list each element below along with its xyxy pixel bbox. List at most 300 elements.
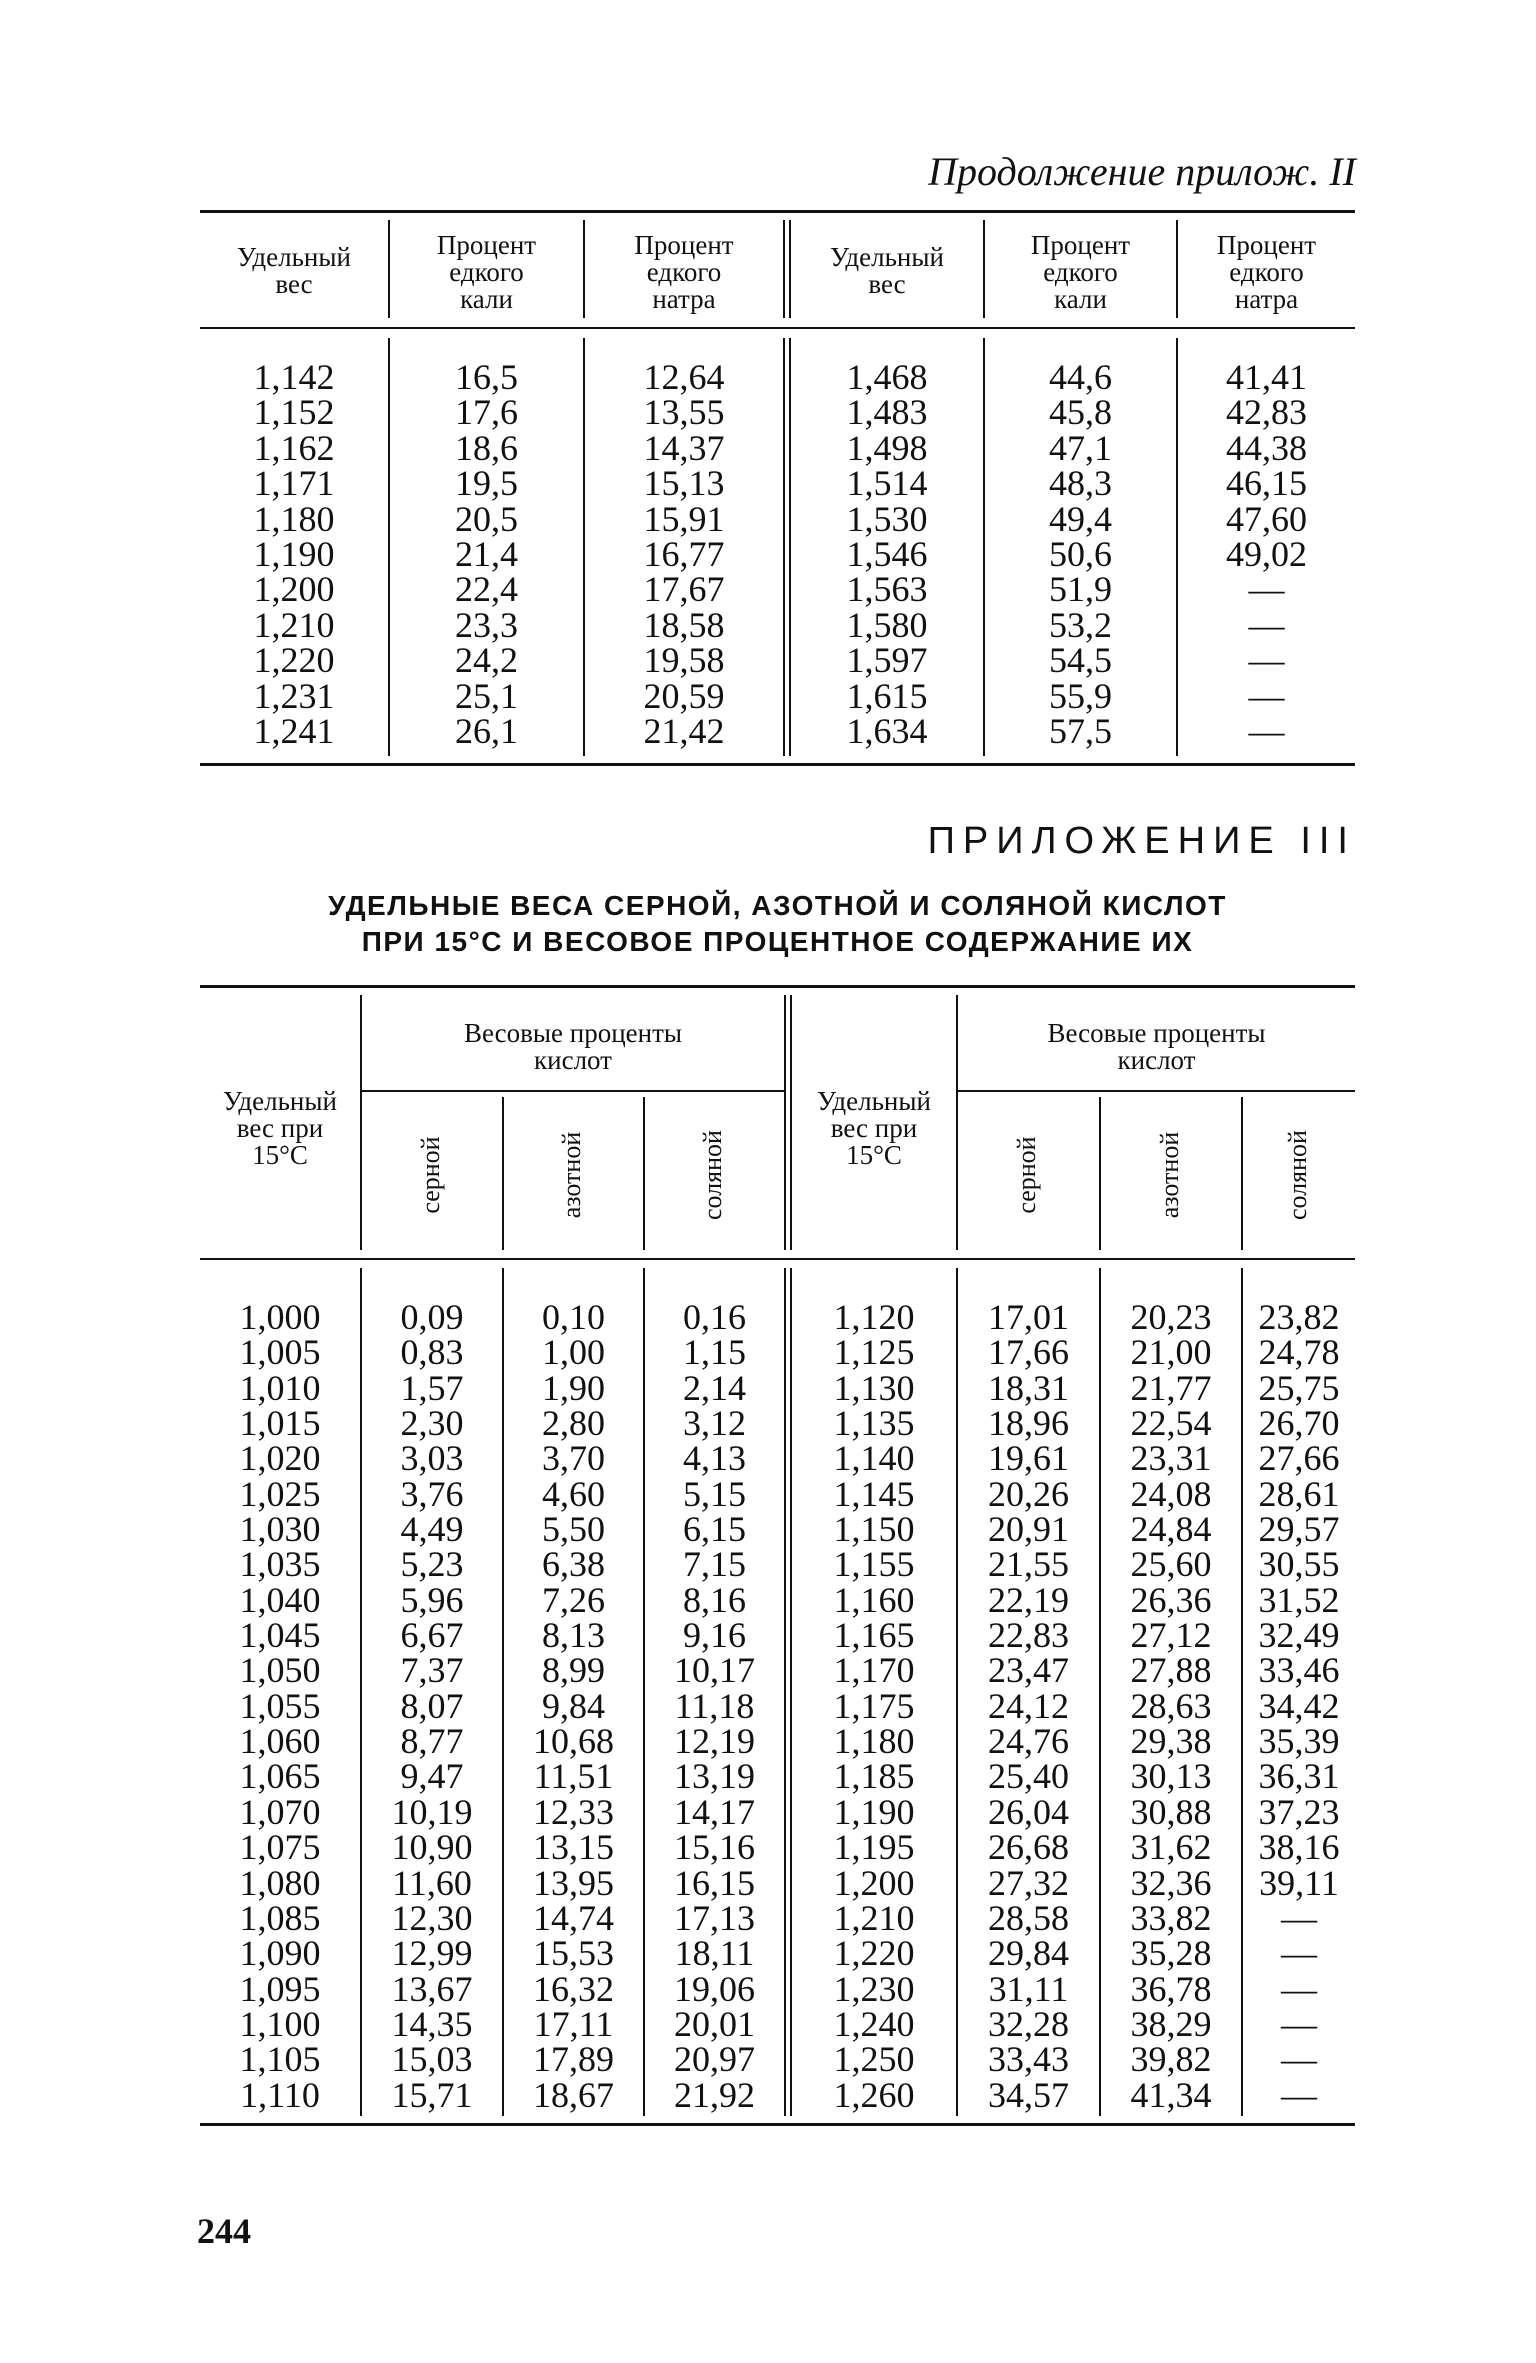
table-cell: 34,57 [988, 2074, 1069, 2115]
table-cell: 15,16 [674, 1827, 755, 1868]
header-specific-gravity: Удельный вес [237, 242, 351, 299]
table-cell: 1,030 [239, 1509, 321, 1550]
table-cell: 1,185 [833, 1756, 915, 1797]
table-cell: 14,37 [643, 427, 725, 468]
table-cell: 17,67 [643, 569, 725, 610]
table-cell: 13,15 [533, 1827, 614, 1868]
table-cell: 55,9 [1049, 675, 1112, 716]
table-cell: 5,15 [683, 1473, 746, 1514]
table-cell: 1,145 [833, 1473, 915, 1514]
column-koh-percent [985, 357, 1176, 752]
column-specific-gravity [792, 1297, 956, 2115]
table-cell: 1,170 [833, 1650, 915, 1691]
table-cell: 22,54 [1130, 1403, 1212, 1444]
table-cell: 16,5 [455, 357, 518, 397]
header-weight-percent-group: Весовые проценты кислот [463, 1018, 683, 1075]
table-cell: 20,97 [674, 2039, 755, 2080]
table-cell: 22,83 [988, 1615, 1069, 1656]
table-cell: 1,220 [253, 640, 335, 681]
table-cell: 24,12 [988, 1685, 1069, 1726]
table-cell: 49,4 [1049, 498, 1112, 539]
table-cell: 1,210 [833, 1897, 915, 1938]
table-cell: 26,1 [455, 711, 518, 752]
table-cell: 44,38 [1226, 427, 1307, 468]
table-cell: 11,18 [674, 1685, 755, 1726]
table-cell: 23,47 [988, 1650, 1069, 1691]
table-cell: 26,70 [1258, 1403, 1340, 1444]
table-cell: 1,010 [239, 1367, 321, 1408]
table-cell: 17,66 [988, 1332, 1069, 1373]
table-cell: 5,96 [400, 1579, 464, 1620]
table-cell: 19,61 [988, 1438, 1069, 1479]
table-cell: 12,64 [643, 357, 725, 397]
table-cell: — [1248, 675, 1285, 716]
table-cell: 4,13 [683, 1438, 746, 1479]
table-cell: 1,142 [253, 357, 335, 397]
table-cell: 6,67 [400, 1615, 464, 1656]
table-cell: 25,1 [455, 675, 518, 716]
table-cell: 20,5 [455, 498, 518, 539]
table-cell: 23,3 [455, 604, 518, 645]
table-cell: 41,41 [1226, 357, 1307, 397]
table-cell: 14,17 [674, 1791, 755, 1832]
table-cell: 16,77 [643, 534, 725, 575]
table-cell: 44,6 [1049, 357, 1112, 397]
table-cell: 8,16 [683, 1579, 746, 1620]
table-cell: 0,10 [542, 1297, 605, 1337]
column-sulfuric [362, 1297, 502, 2115]
table-cell: 48,3 [1049, 463, 1112, 504]
table-cell: 1,15 [683, 1332, 746, 1373]
table-cell: 1,135 [833, 1403, 915, 1444]
table-cell: 1,015 [239, 1403, 321, 1444]
table-cell: 31,11 [988, 1968, 1069, 2009]
table-cell: 12,33 [533, 1791, 614, 1832]
header-nitric: азотной [1155, 1131, 1184, 1219]
table-cell: 1,175 [833, 1685, 915, 1726]
table-cell: 17,13 [674, 1897, 755, 1938]
table-cell: 1,100 [239, 2003, 321, 2044]
table-cell: 8,77 [400, 1721, 464, 1762]
header-hydrochloric: соляной [1283, 1130, 1312, 1220]
table-cell: 1,210 [253, 604, 335, 645]
table-cell: 24,84 [1130, 1509, 1212, 1550]
table-cell: — [1248, 604, 1285, 645]
table-cell: 17,11 [533, 2003, 614, 2044]
table-cell: 1,563 [846, 569, 928, 610]
table-cell: 39,82 [1130, 2039, 1212, 2080]
table-cell: 20,26 [988, 1473, 1069, 1514]
table-cell: 2,14 [683, 1367, 746, 1408]
table-cell: — [1281, 2003, 1317, 2044]
table-cell: 1,090 [239, 1933, 321, 1974]
table-cell: 1,045 [239, 1615, 321, 1656]
appendix-label: ПРИЛОЖЕНИЕ III [927, 820, 1356, 862]
table-cell: 1,055 [239, 1685, 321, 1726]
table-cell: 21,92 [674, 2074, 755, 2115]
column-hydrochloric [645, 1297, 784, 2115]
group-subrule [362, 1090, 784, 1092]
table-cell: 24,76 [988, 1721, 1069, 1762]
table-cell: 1,180 [833, 1721, 915, 1762]
table-cell: 33,82 [1130, 1897, 1212, 1938]
table-cell: 1,075 [239, 1827, 321, 1868]
table-cell: 16,15 [674, 1862, 755, 1903]
table-cell: 1,615 [846, 675, 928, 716]
table-cell: 7,37 [400, 1650, 464, 1691]
table-cell: 36,31 [1258, 1756, 1340, 1797]
col-divider [643, 1097, 645, 1250]
table-cell: — [1281, 1933, 1317, 1974]
table-cell: 24,78 [1258, 1332, 1340, 1373]
table-cell: 1,140 [833, 1438, 915, 1479]
table-cell: 1,57 [400, 1367, 464, 1408]
table-cell: 18,11 [674, 1933, 755, 1974]
table-cell: 29,38 [1130, 1721, 1212, 1762]
table-cell: 21,55 [988, 1544, 1069, 1585]
column-specific-gravity [791, 357, 983, 752]
column-nitric [504, 1297, 643, 2115]
table-cell: 0,16 [683, 1297, 746, 1337]
table-cell: 1,050 [239, 1650, 321, 1691]
table-cell: 26,36 [1130, 1579, 1212, 1620]
table-cell: 8,07 [400, 1685, 464, 1726]
table-cell: 25,75 [1258, 1367, 1340, 1408]
table-cell: 9,16 [683, 1615, 746, 1656]
table-cell: 4,60 [542, 1473, 605, 1514]
column-koh-percent [390, 357, 583, 752]
table-cell: 17,6 [455, 392, 518, 433]
table-cell: 1,180 [253, 498, 335, 539]
header-koh-percent: Процент едкого кали [436, 230, 537, 314]
table-cell: 15,13 [643, 463, 725, 504]
table-cell: 41,34 [1130, 2074, 1212, 2115]
table-cell: 19,58 [643, 640, 725, 681]
table-cell: 3,76 [400, 1473, 464, 1514]
table-rule-bottom [200, 763, 1355, 766]
header-sulfuric: серной [1012, 1136, 1041, 1214]
column-sulfuric [958, 1297, 1099, 2115]
table-cell: 1,085 [239, 1897, 321, 1938]
table-cell: 1,105 [239, 2039, 321, 2080]
page-number: 244 [197, 2211, 251, 2251]
table-cell: 12,99 [391, 1933, 473, 1974]
table-cell: 46,15 [1226, 463, 1307, 504]
col-divider-double [783, 220, 785, 318]
col-divider [1099, 1097, 1101, 1250]
table-cell: 1,040 [239, 1579, 321, 1620]
table-cell: 20,01 [674, 2003, 755, 2044]
table-cell: 3,12 [683, 1403, 746, 1444]
header-hydrochloric: соляной [698, 1130, 727, 1220]
header-specific-gravity-15c: Удельный вес при 15°С [223, 1086, 337, 1170]
table-cell: 8,13 [542, 1615, 605, 1656]
table-cell: 18,31 [988, 1367, 1069, 1408]
table-cell: 1,00 [542, 1332, 605, 1373]
table-cell: 1,190 [253, 534, 335, 575]
table-cell: 5,23 [400, 1544, 464, 1585]
table-cell: 3,70 [542, 1438, 605, 1479]
section-title-line-1: УДЕЛЬНЫЕ ВЕСА СЕРНОЙ, АЗОТНОЙ И СОЛЯНОЙ КИСЛОТ [328, 890, 1227, 921]
table-cell: 2,80 [542, 1403, 605, 1444]
group-subrule [958, 1090, 1355, 1092]
table-cell: — [1281, 1968, 1317, 2009]
table-cell: 1,514 [846, 463, 928, 504]
table-cell: 49,02 [1226, 534, 1307, 575]
table-cell: 9,84 [542, 1685, 605, 1726]
table-cell: 1,065 [239, 1756, 321, 1797]
table-cell: 17,89 [533, 2039, 614, 2080]
table-cell: 1,060 [239, 1721, 321, 1762]
table-rule-bottom [200, 2123, 1355, 2126]
table-cell: 28,63 [1130, 1685, 1212, 1726]
table-cell: 1,171 [253, 463, 335, 504]
table-cell: 33,46 [1258, 1650, 1340, 1691]
table-cell: 34,42 [1258, 1685, 1340, 1726]
table-cell: 32,49 [1258, 1615, 1340, 1656]
table-cell: 27,12 [1130, 1615, 1212, 1656]
table-cell: 1,020 [239, 1438, 321, 1479]
table-cell: 1,498 [846, 427, 928, 468]
header-naoh-percent: Процент едкого натра [1216, 230, 1317, 314]
table-cell: 1,220 [833, 1933, 915, 1974]
table-rule-top [200, 985, 1355, 988]
header-specific-gravity-15c: Удельный вес при 15°С [817, 1086, 931, 1170]
table-cell: 39,11 [1259, 1862, 1339, 1903]
table-cell: 20,91 [988, 1509, 1069, 1550]
table-cell: 23,31 [1130, 1438, 1212, 1479]
table-cell: 1,200 [253, 569, 335, 610]
table-cell: 38,29 [1130, 2003, 1212, 2044]
table-cell: 6,15 [683, 1509, 746, 1550]
table-cell: 15,53 [533, 1933, 614, 1974]
table-cell: 11,51 [533, 1756, 614, 1797]
table-cell: 19,5 [455, 463, 518, 504]
table-cell: 1,165 [833, 1615, 915, 1656]
table-cell: 21,77 [1130, 1367, 1212, 1408]
table-cell: 12,19 [674, 1721, 755, 1762]
table-cell: 7,26 [542, 1579, 605, 1620]
table-cell: 25,40 [988, 1756, 1069, 1797]
table-cell: 10,19 [391, 1791, 473, 1832]
table-cell: 35,39 [1258, 1721, 1340, 1762]
col-divider [502, 1097, 504, 1250]
table-cell: 1,546 [846, 534, 928, 575]
table-cell: 1,190 [833, 1791, 915, 1832]
table-cell: 14,74 [533, 1897, 614, 1938]
table-cell: 22,4 [455, 569, 518, 610]
table-cell: 4,49 [400, 1509, 464, 1550]
header-naoh-percent: Процент едкого натра [634, 230, 734, 314]
header-weight-percent-group: Весовые проценты кислот [1047, 1018, 1266, 1075]
column-specific-gravity [200, 357, 388, 752]
table-cell: 18,58 [643, 604, 725, 645]
table-cell: 32,28 [988, 2003, 1069, 2044]
table-cell: — [1248, 711, 1285, 752]
table-cell: 7,15 [683, 1544, 746, 1585]
table-cell: 50,6 [1049, 534, 1112, 575]
table-cell: 12,30 [391, 1897, 473, 1938]
table-cell: 1,200 [833, 1862, 915, 1903]
table-cell: 1,597 [846, 640, 928, 681]
table-cell: 16,32 [533, 1968, 614, 2009]
table-cell: 27,88 [1130, 1650, 1212, 1691]
table-cell: 10,68 [533, 1721, 614, 1762]
table-cell: 0,83 [400, 1332, 464, 1373]
table-cell: 1,025 [239, 1473, 321, 1514]
col-divider-double [784, 995, 786, 1250]
table-cell: 13,55 [643, 392, 725, 433]
table-cell: 1,120 [833, 1297, 915, 1337]
table-cell: 10,90 [391, 1827, 473, 1868]
table-cell: 31,62 [1130, 1827, 1212, 1868]
table-cell: 1,162 [253, 427, 335, 468]
table-cell: 1,152 [253, 392, 335, 433]
table-cell: 11,60 [392, 1862, 472, 1903]
col-divider-double [784, 1268, 786, 2116]
table-cell: 26,68 [988, 1827, 1069, 1868]
table-cell: 1,130 [833, 1367, 915, 1408]
table-cell: 18,6 [455, 427, 518, 468]
table-cell: 8,99 [542, 1650, 605, 1691]
table-cell: 6,38 [542, 1544, 605, 1585]
table-cell: 1,155 [833, 1544, 915, 1585]
table-cell: 23,82 [1258, 1297, 1340, 1337]
table-cell: 30,55 [1258, 1544, 1340, 1585]
column-nitric [1101, 1297, 1241, 2115]
column-specific-gravity [200, 1297, 360, 2115]
table-cell: 25,60 [1130, 1544, 1212, 1585]
table-cell: 18,67 [533, 2074, 614, 2115]
table-cell: 29,57 [1258, 1509, 1340, 1550]
table-rule-header [200, 1258, 1355, 1260]
table-cell: 38,16 [1258, 1827, 1340, 1868]
table-cell: 15,71 [391, 2074, 473, 2115]
continuation-heading: Продолжение прилож. II [928, 149, 1356, 194]
table-cell: — [1281, 2074, 1317, 2115]
col-divider-double [783, 338, 785, 756]
table-cell: 17,01 [988, 1297, 1069, 1337]
table-cell: 20,23 [1130, 1297, 1212, 1337]
table-cell: 13,67 [391, 1968, 473, 2009]
table-cell: 21,00 [1130, 1332, 1212, 1373]
table-cell: 21,42 [643, 711, 725, 752]
col-divider [1241, 1097, 1243, 1250]
table-cell: 30,13 [1130, 1756, 1212, 1797]
table-cell: 53,2 [1049, 604, 1112, 645]
table-cell: 51,9 [1049, 569, 1112, 610]
table-cell: 1,260 [833, 2074, 915, 2115]
table-cell: 14,35 [391, 2003, 473, 2044]
section-title-line-2: ПРИ 15°С И ВЕСОВОЕ ПРОЦЕНТНОЕ СОДЕРЖАНИЕ ИХ [361, 926, 1194, 957]
table-cell: 27,66 [1258, 1438, 1340, 1479]
table-cell: 30,88 [1130, 1791, 1212, 1832]
table-cell: 0,09 [400, 1297, 464, 1337]
table-cell: 1,240 [833, 2003, 915, 2044]
table-cell: — [1281, 1897, 1317, 1938]
column-naoh-percent [1178, 357, 1355, 752]
table-cell: 1,231 [253, 675, 335, 716]
table-cell: 1,195 [833, 1827, 915, 1868]
table-cell: 1,000 [239, 1297, 321, 1337]
table-cell: 10,17 [674, 1650, 755, 1691]
table-cell: 1,095 [239, 1968, 321, 2009]
header-koh-percent: Процент едкого кали [1030, 230, 1131, 314]
table-cell: 15,03 [391, 2039, 473, 2080]
table-cell: 13,95 [533, 1862, 614, 1903]
table-cell: 1,110 [240, 2074, 320, 2115]
table-cell: 28,58 [988, 1897, 1069, 1938]
table-cell: 1,035 [239, 1544, 321, 1585]
table-cell: 57,5 [1049, 711, 1112, 752]
table-cell: 45,8 [1049, 392, 1112, 433]
table-cell: — [1248, 569, 1285, 610]
column-naoh-percent [585, 357, 783, 752]
table-cell: 1,241 [253, 711, 335, 752]
table-cell: 1,230 [833, 1968, 915, 2009]
table-cell: 28,61 [1258, 1473, 1340, 1514]
table-cell: 1,483 [846, 392, 928, 433]
table-cell: 36,78 [1130, 1968, 1212, 2009]
table-cell: — [1281, 2039, 1317, 2080]
table-cell: 1,250 [833, 2039, 915, 2080]
table-cell: 37,23 [1258, 1791, 1340, 1832]
table-cell: 1,080 [239, 1862, 321, 1903]
table-rule-header [200, 327, 1355, 329]
table-cell: 9,47 [400, 1756, 464, 1797]
table-cell: 26,04 [988, 1791, 1069, 1832]
table-cell: 1,005 [239, 1332, 321, 1373]
table-cell: 35,28 [1130, 1933, 1212, 1974]
table-cell: 22,19 [988, 1579, 1069, 1620]
table-cell: 1,580 [846, 604, 928, 645]
table-cell: 18,96 [988, 1403, 1069, 1444]
table-cell: 1,070 [239, 1791, 321, 1832]
table-cell: 1,150 [833, 1509, 915, 1550]
header-sulfuric: серной [416, 1136, 445, 1214]
table-cell: 47,60 [1226, 498, 1307, 539]
table-rule-top [200, 210, 1355, 213]
header-nitric: азотной [557, 1131, 586, 1219]
table-cell: 3,03 [400, 1438, 464, 1479]
table-cell: 32,36 [1130, 1862, 1212, 1903]
table-cell: 20,59 [643, 675, 725, 716]
table-cell: 2,30 [400, 1403, 464, 1444]
table-cell: 29,84 [988, 1933, 1069, 1974]
table-cell: 1,530 [846, 498, 928, 539]
table-cell: 1,634 [846, 711, 928, 752]
table-cell: 5,50 [542, 1509, 605, 1550]
table-cell: 1,468 [846, 357, 928, 397]
table-cell: 21,4 [455, 534, 518, 575]
table-cell: 31,52 [1258, 1579, 1340, 1620]
header-specific-gravity: Удельный вес [830, 242, 944, 299]
table-cell: 24,2 [455, 640, 518, 681]
table-cell: 1,160 [833, 1579, 915, 1620]
table-cell: 13,19 [674, 1756, 755, 1797]
table-cell: — [1248, 640, 1285, 681]
table-cell: 19,06 [674, 1968, 755, 2009]
table-cell: 24,08 [1130, 1473, 1212, 1514]
table-cell: 1,90 [542, 1367, 605, 1408]
table-cell: 47,1 [1049, 427, 1112, 468]
table-cell: 54,5 [1049, 640, 1112, 681]
table-cell: 1,125 [833, 1332, 915, 1373]
table-cell: 15,91 [643, 498, 725, 539]
table-cell: 42,83 [1226, 392, 1307, 433]
column-hydrochloric [1243, 1297, 1355, 2115]
table-cell: 27,32 [988, 1862, 1069, 1903]
